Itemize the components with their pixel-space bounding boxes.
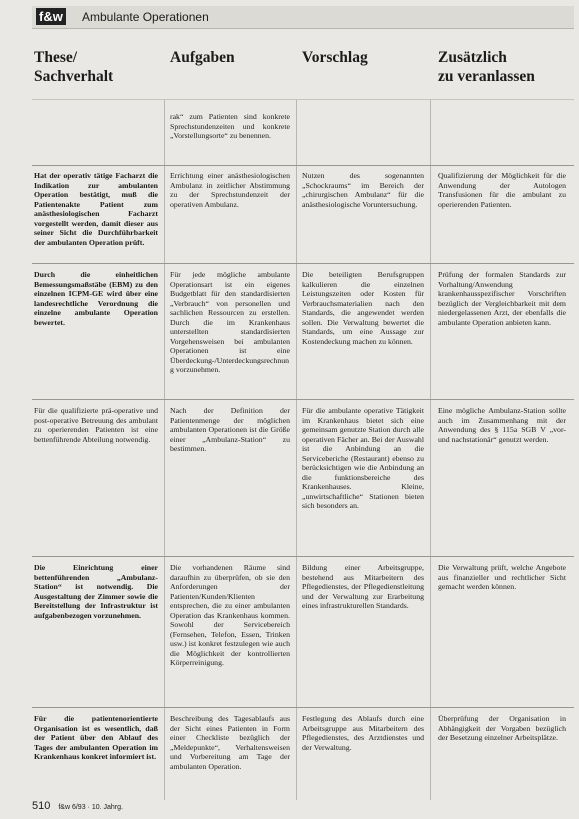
journal-logo: f&w	[36, 8, 66, 25]
table-cell: Qualifizierung der Möglichkeit für die Anwendung der Autologen Transfusionen für die ambulant zu operierenden Patienten.	[438, 171, 568, 209]
table-cell: Bildung einer Arbeitsgruppe, bestehend aus Mitarbeitern des Pflegedienstes, der Pflegedienstleitung und der Verwaltung zur Erarbeitung eines infrastrukturellen Standards.	[302, 563, 426, 610]
table-cell: Die beteiligten Berufsgruppen kalkulieren die einzelnen Leistungszeiten oder Kosten für Verbrauchsmaterialien nach den Standards, die angewendet werden sollen. Die Verwaltung bewertet die Standards, um eine Aussage zur Kostendeckung machen zu können.	[302, 270, 426, 346]
table-cell: Die Verwaltung prüft, welche Angebote aus finanzieller und rechtlicher Sicht gemacht werden können.	[438, 563, 568, 591]
table-cell: Überprüfung der Organisation in Abhängigkeit der Vorgaben bezüglich der Besetzung einzelner Arbeitsplätze.	[438, 714, 568, 742]
table-cell: Errichtung einer anästhesiologischen Ambulanz in zeitlicher Abstimmung zu der Sprechstundenzeit der operativen Ambulanz.	[170, 171, 292, 209]
table-cell: Durch die einheitlichen Bemessungsmaßstäbe (EBM) zu den einzelnen ICPM-GE wird über eine landesrechtliche Verordnung die einzelne ambulante Operation bewertet.	[34, 270, 160, 327]
table-cell: Prüfung der formalen Standards zur Vorhaltung/Anwendung krankenhausspezifischer Vorschriften bezüglich der Vergleichbarkeit mit dem niedergelassenen Arzt, der ebenfalls die ambulante Operation anbieten kann.	[438, 270, 568, 327]
table-cell: Die vorhandenen Räume sind daraufhin zu überprüfen, ob sie den Anforderungen der Patienten/Kunden/Klienten entsprechen, die zu einer ambulanten Operation das Krankenhaus kommen. Sowohl der Servicebereich (Fernsehen, Telefon, Essen, Trinken usw.) ist konkret festzulegen wie auch die Möglichkeit der kontrollierten Körperreinigung.	[170, 563, 292, 667]
column-divider	[296, 100, 297, 800]
table-cell: Für die patientenorientierte Organisation ist es wesentlich, daß der Patient über den Ablauf des Tages der ambulanten Operation im Krankenhaus konkret informiert ist.	[34, 714, 160, 761]
table-cell: Für jede mögliche ambulante Operationsart ist ein eigenes Budgetblatt für den standardisierten „Verbrauch“ von personellen und sachlichen Ressourcen zu erstellen. Durch die im Krankenhaus unterstellten standardisierten Vorgehensweisen bei ambulanten Operationen ist eine Überdeckung-/Unterdeckungsrechnung vorzunehmen.	[170, 270, 292, 374]
table-cell: Festlegung des Ablaufs durch eine Arbeitsgruppe aus Mitarbeitern des Pflegedienstes, des Arztdienstes und der Verwaltung.	[302, 714, 426, 752]
column-divider	[164, 100, 165, 800]
table-cell: Beschreibung des Tagesablaufs aus der Sicht eines Patienten in Form einer Checkliste bezüglich der „Meldepunkte“, Verhaltensweisen und Vorbereitung am Tage der ambulanten Operation.	[170, 714, 292, 771]
table-cell: Nutzen des sogenannten „Schockraums“ im Bereich der „chirurgischen Ambulanz“ für die anästhesiologische Voruntersuchung.	[302, 171, 426, 209]
column-divider	[430, 100, 431, 800]
table-cell: Nach der Definition der Patientenmenge der möglichen ambulanten Operationen ist die Größe einer „Ambulanz-Station“ zu bestimmen.	[170, 406, 292, 453]
table-cell: Eine mögliche Ambulanz-Station sollte auch im Zusammenhang mit der Anwendung des § 115a SGB V „vor- und nachstationär“ genutzt werden.	[438, 406, 568, 444]
table-cell: Die Einrichtung einer bettenführenden „Ambulanz-Station“ ist notwendig. Die Ausgestaltung der Zimmer sowie die Bereitstellung der Infrastruktur ist aufgabenbezogen vorzunehmen.	[34, 563, 160, 620]
row-divider	[32, 556, 574, 557]
page-number: 510	[32, 800, 51, 812]
table-cell: Hat der operativ tätige Facharzt die Indikation zur ambulanten Operation bestätigt, muß die Patientenakte Patient zum anästhesiologischen Facharzt vorgestellt werden, damit dieser aus seiner Sicht die Durchführbarkeit der ambulanten Operation prüft.	[34, 171, 160, 247]
page-footer	[32, 800, 123, 812]
row-divider	[32, 399, 574, 400]
row-divider	[32, 707, 574, 708]
journal-citation: f&w 6/93 · 10. Jahrg.	[58, 804, 123, 811]
column-header-thesis: These/ Sachverhalt	[34, 49, 114, 85]
row-divider	[32, 165, 574, 166]
column-header-tasks: Aufgaben	[170, 49, 235, 66]
section-title: Ambulante Operationen	[82, 10, 209, 24]
table-cell: rak“ zum Patienten sind konkrete Sprechstundenzeiten und konkrete „Vorstellungsorte“ zu benennen.	[170, 112, 292, 140]
column-header-additional: Zusätzlich zu veranlassen	[438, 49, 535, 85]
header-divider	[32, 99, 574, 100]
running-header	[32, 6, 574, 29]
column-header-proposal: Vorschlag	[302, 49, 368, 66]
row-divider	[32, 263, 574, 264]
table-cell: Für die qualifizierte prä-operative und post-operative Betreuung des ambulant zu operierenden Patienten ist eine bettenführende Abteilung notwendig.	[34, 406, 160, 444]
table-cell: Für die ambulante operative Tätigkeit im Krankenhaus bietet sich eine gemeinsam genutzte Station durch alle operativen Fächer an. Bei der Auswahl ist die Anbindung an die Serviceberiche (Restaurant) ebenso zu berücksichtigen wie die Anbindung an die funktionsbereiche des Krankenhauses. Kleine, „unwirtschaftliche“ Stationen bieten sich besonders an.	[302, 406, 426, 510]
